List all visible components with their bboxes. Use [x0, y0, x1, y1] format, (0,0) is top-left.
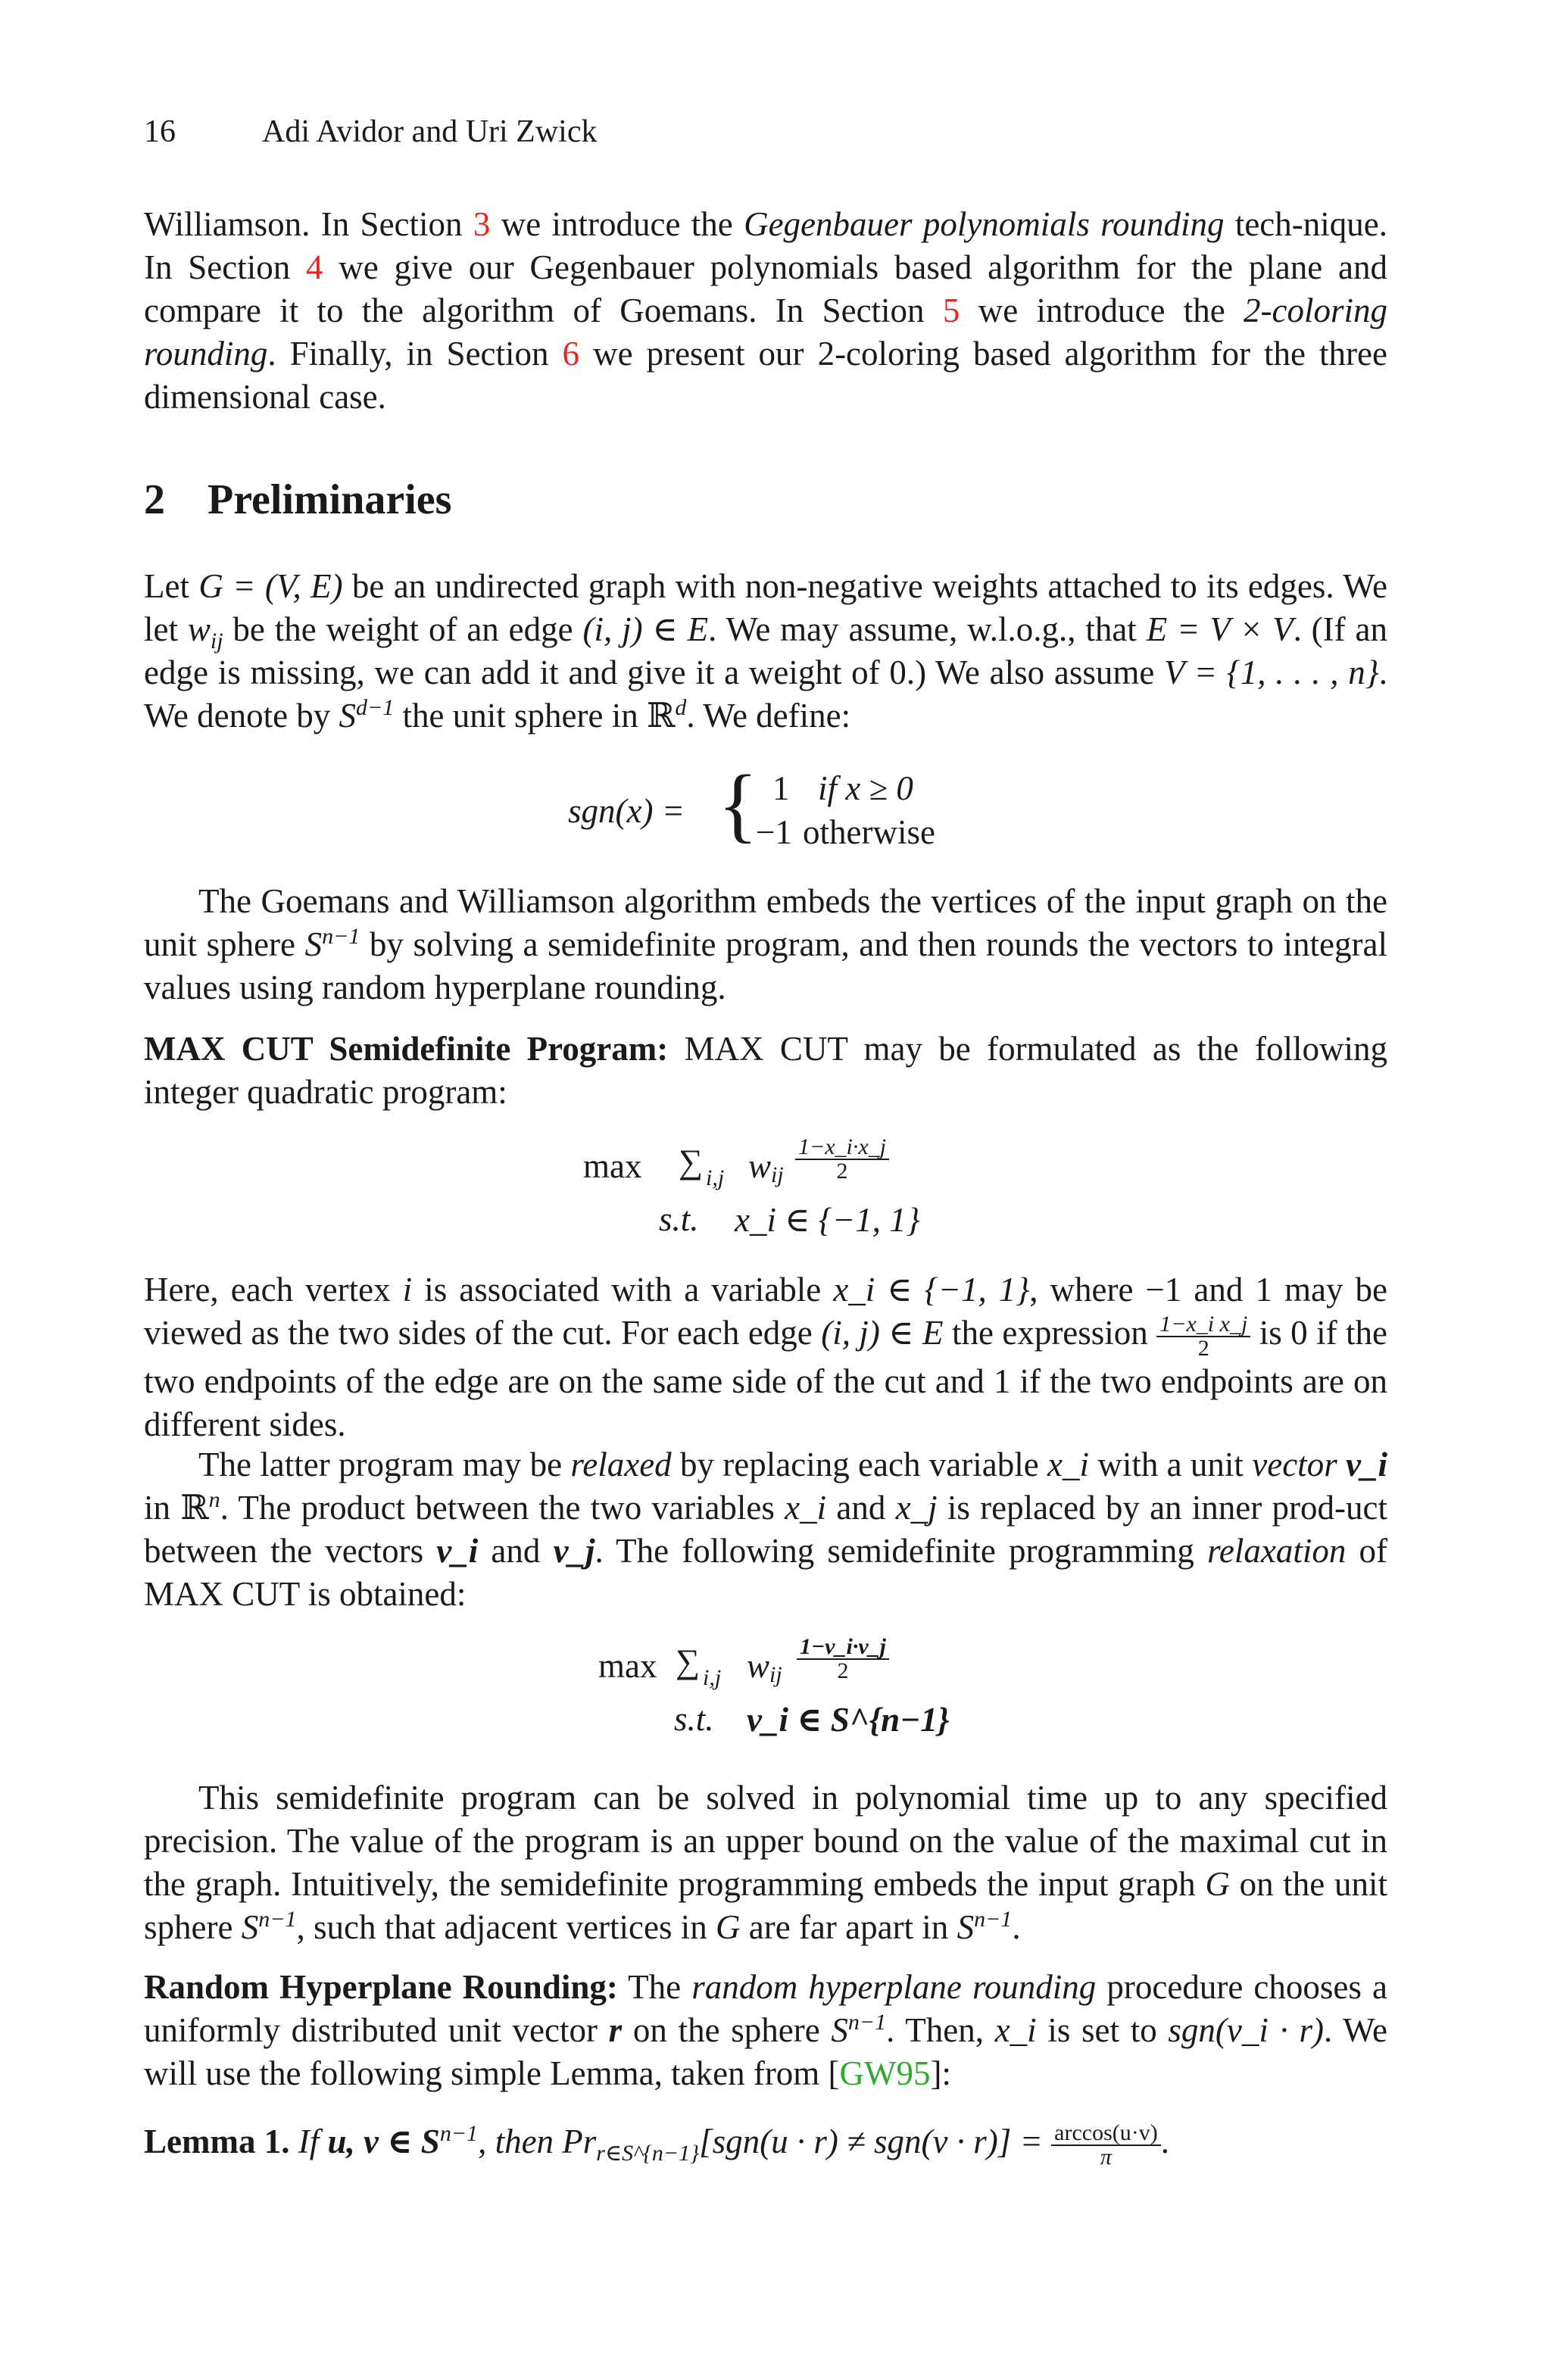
- relaxation-paragraph: [144, 1443, 1387, 1616]
- constraint: x_i ∈ {−1, 1}: [735, 1201, 920, 1239]
- section-ref-6[interactable]: 6: [562, 335, 580, 373]
- text: . We may assume, w.l.o.g., that: [708, 610, 1147, 648]
- here-paragraph: [144, 1268, 1387, 1446]
- section-ref-3[interactable]: 3: [473, 205, 491, 243]
- math: G: [716, 1908, 741, 1946]
- math: r: [608, 2011, 623, 2049]
- text: by solving a semidefinite program, and then rounds the vectors to integral values using random hyperplane rounding.: [144, 925, 1387, 1006]
- math: V = {1, . . . , n}: [1164, 653, 1379, 691]
- text: . The following semidefinite programming: [594, 1532, 1208, 1570]
- text: in: [144, 1489, 181, 1527]
- lemma-label: Lemma 1.: [144, 2123, 290, 2160]
- text: on the sphere: [622, 2011, 832, 2049]
- fraction-denominator: π: [1100, 2144, 1112, 2169]
- section-ref-4[interactable]: 4: [306, 248, 323, 286]
- text: Williamson. In Section: [144, 205, 473, 243]
- math: x_i: [785, 1489, 827, 1527]
- math: u, v ∈ S: [327, 2123, 440, 2160]
- math-sup: d−1: [356, 695, 395, 720]
- maxcut-paragraph: [144, 1028, 1387, 1114]
- sgn-lhs: sgn(x) =: [568, 792, 685, 830]
- math: x_j: [895, 1489, 938, 1527]
- math: v_i: [1346, 1446, 1388, 1483]
- paragraph-heading: Random Hyperplane Rounding:: [144, 1968, 618, 2006]
- text: tech-nique. In Section: [144, 205, 1387, 286]
- text: by replacing each variable: [671, 1446, 1048, 1483]
- fraction-numerator: 1−v_i·v_j: [797, 1636, 889, 1660]
- text: and: [478, 1532, 554, 1570]
- paragraph-heading: MAX CUT Semidefinite Program:: [144, 1030, 669, 1068]
- lemma-fraction: [1051, 2122, 1161, 2169]
- text: . The product between the two variables: [220, 1489, 785, 1527]
- math-sub: ij: [210, 629, 223, 653]
- max-operator: max: [598, 1647, 657, 1685]
- page-number: 16: [144, 114, 176, 149]
- math-sup: n−1: [974, 1907, 1013, 1932]
- fraction-denominator: 2: [1197, 1335, 1209, 1361]
- text: . We will use the following simple Lemma, taken from [: [144, 2011, 1388, 2092]
- case2-condition: otherwise: [803, 813, 935, 851]
- text: is set to: [1036, 2011, 1169, 2049]
- math-sup: n−1: [847, 2010, 887, 2035]
- math: S: [241, 1908, 259, 1946]
- text: MAX CUT may be formulated as the following integer quadratic program:: [144, 1030, 1387, 1111]
- subject-to: s.t.: [659, 1200, 699, 1238]
- section-number: 2: [144, 476, 165, 523]
- text: . (If an edge is missing, we can add it and give it a weight of 0.) We also assume: [144, 610, 1387, 691]
- intro-paragraph: [144, 203, 1387, 419]
- text: is 0 if the two endpoints of the edge are on the same side of the cut and 1 if the two endpoints are on different sides.: [144, 1314, 1387, 1443]
- math: v_i: [436, 1532, 479, 1570]
- math: (i, j) ∈ E: [582, 610, 709, 648]
- section-ref-5[interactable]: 5: [942, 292, 960, 329]
- case1-condition: if x ≥ 0: [818, 769, 913, 807]
- text: are far apart in: [740, 1908, 957, 1946]
- text: Here, each vertex: [144, 1271, 403, 1309]
- math-sup: d: [675, 695, 687, 720]
- text: of MAX CUT is obtained:: [144, 1532, 1387, 1613]
- math: x_i: [1047, 1446, 1089, 1483]
- text: The: [617, 1968, 692, 2006]
- math: ℝ: [180, 1489, 209, 1527]
- math: sgn(v_i · r): [1168, 2011, 1325, 2049]
- text: .: [1012, 1908, 1021, 1946]
- text: is replaced by an inner prod-uct between the vectors: [144, 1489, 1387, 1570]
- gw-paragraph: [144, 880, 1387, 1009]
- math: i: [402, 1271, 413, 1309]
- math: Pr: [562, 2123, 597, 2160]
- math: x_i: [994, 2011, 1037, 2049]
- section-title: Preliminaries: [208, 476, 452, 523]
- running-authors: Adi Avidor and Uri Zwick: [262, 114, 598, 149]
- text: we introduce the: [960, 292, 1244, 329]
- fraction-numerator: 1−x_i x_j: [1156, 1313, 1250, 1337]
- math: x_i ∈ {−1, 1}: [833, 1271, 1030, 1309]
- emphasis: Gegenbauer polynomials rounding: [744, 205, 1225, 243]
- text: we give our Gegenbauer polynomials based algorithm for the plane and compare it to the algorithm of Goemans. In Section: [144, 248, 1387, 329]
- math: S: [304, 925, 323, 963]
- definitions-paragraph: [144, 565, 1387, 738]
- emphasis: relaxation: [1207, 1532, 1347, 1570]
- sum-symbol: ∑: [676, 1642, 701, 1680]
- math: (i, j) ∈ E: [821, 1314, 944, 1352]
- text: . Then,: [886, 2011, 995, 2049]
- text: , such that adjacent vertices in: [296, 1908, 716, 1946]
- subject-to: s.t.: [674, 1700, 714, 1738]
- case2-value: −1: [756, 813, 792, 851]
- math-sub: r∈S^{n−1}: [596, 2141, 700, 2166]
- math: S: [831, 2011, 848, 2049]
- rounding-paragraph: [144, 1966, 1387, 2095]
- emphasis: 2-coloring rounding: [144, 292, 1388, 373]
- solve-paragraph: [144, 1776, 1387, 1949]
- text: . We define:: [686, 697, 851, 735]
- text: procedure chooses a uniformly distributed unit vector: [144, 1968, 1387, 2049]
- text: on the unit sphere: [144, 1865, 1387, 1946]
- text: we introduce the: [490, 205, 744, 243]
- math: S: [957, 1908, 975, 1946]
- max-operator: max: [583, 1147, 642, 1185]
- objective-fraction: [795, 1136, 889, 1183]
- text: is associated with a variable: [412, 1271, 834, 1309]
- inline-fraction: [1156, 1313, 1250, 1360]
- fraction-numerator: arccos(u·v): [1051, 2122, 1161, 2146]
- cases-brace: {: [718, 758, 758, 850]
- emphasis: vector: [1252, 1446, 1337, 1483]
- citation-link[interactable]: GW95: [839, 2054, 931, 2092]
- objective-fraction: [797, 1636, 889, 1683]
- weight: w: [748, 1147, 772, 1185]
- emphasis: random hyperplane rounding: [691, 1968, 1097, 2006]
- lemma-statement: [144, 2120, 1387, 2169]
- text: Let: [144, 567, 199, 605]
- emphasis: relaxed: [570, 1446, 672, 1483]
- sum-symbol: ∑: [679, 1143, 704, 1181]
- text: the unit sphere in: [394, 697, 647, 735]
- text: ]:: [930, 2054, 952, 2092]
- math: G = (V, E): [198, 567, 343, 605]
- fraction-denominator: 2: [837, 1658, 849, 1683]
- text: If: [298, 2123, 328, 2160]
- math: w: [187, 610, 211, 648]
- text: the expression: [943, 1314, 1157, 1352]
- text: we present our 2-coloring based algorithm for the three dimensional case.: [144, 335, 1387, 416]
- math-sup: n−1: [322, 924, 360, 949]
- case1-value: 1: [772, 769, 790, 807]
- text: The Goemans and Williamson algorithm embeds the vertices of the input graph on the unit sphere: [144, 882, 1387, 963]
- weight: w: [747, 1647, 770, 1685]
- text: and: [826, 1489, 896, 1527]
- text: . We denote by: [144, 653, 1387, 735]
- text: with a unit: [1089, 1446, 1253, 1483]
- text: , where −1 and 1 may be viewed as the two sides of the cut. For each edge: [144, 1271, 1387, 1352]
- math: v_j: [553, 1532, 595, 1570]
- math: ℝ: [646, 697, 676, 735]
- math-sup: n: [208, 1487, 220, 1512]
- fraction-numerator: 1−x_i·x_j: [795, 1136, 889, 1160]
- math-sup: n−1: [258, 1907, 297, 1932]
- text: be an undirected graph with non-negative weights attached to its edges. We let: [144, 567, 1388, 648]
- fraction-denominator: 2: [836, 1159, 848, 1184]
- math: E = V × V: [1146, 610, 1294, 648]
- math: S: [339, 697, 357, 735]
- text: This semidefinite program can be solved in polynomial time up to any specified precision. The value of the program is an upper bound on the value of the maximal cut in the graph. Intuitively, the semidefinite programming embeds the input graph: [144, 1779, 1387, 1903]
- math: G: [1205, 1865, 1230, 1903]
- constraint: v_i ∈ S^{n−1}: [747, 1701, 950, 1739]
- text: The latter program may be: [198, 1446, 571, 1483]
- text: be the weight of an edge: [223, 610, 583, 648]
- text: , then: [478, 2123, 563, 2160]
- math-sup: n−1: [439, 2121, 479, 2146]
- text: .: [1160, 2123, 1169, 2160]
- text: . Finally, in Section: [267, 335, 563, 373]
- math: [sgn(u · r) ≠ sgn(v · r)] =: [699, 2123, 1043, 2160]
